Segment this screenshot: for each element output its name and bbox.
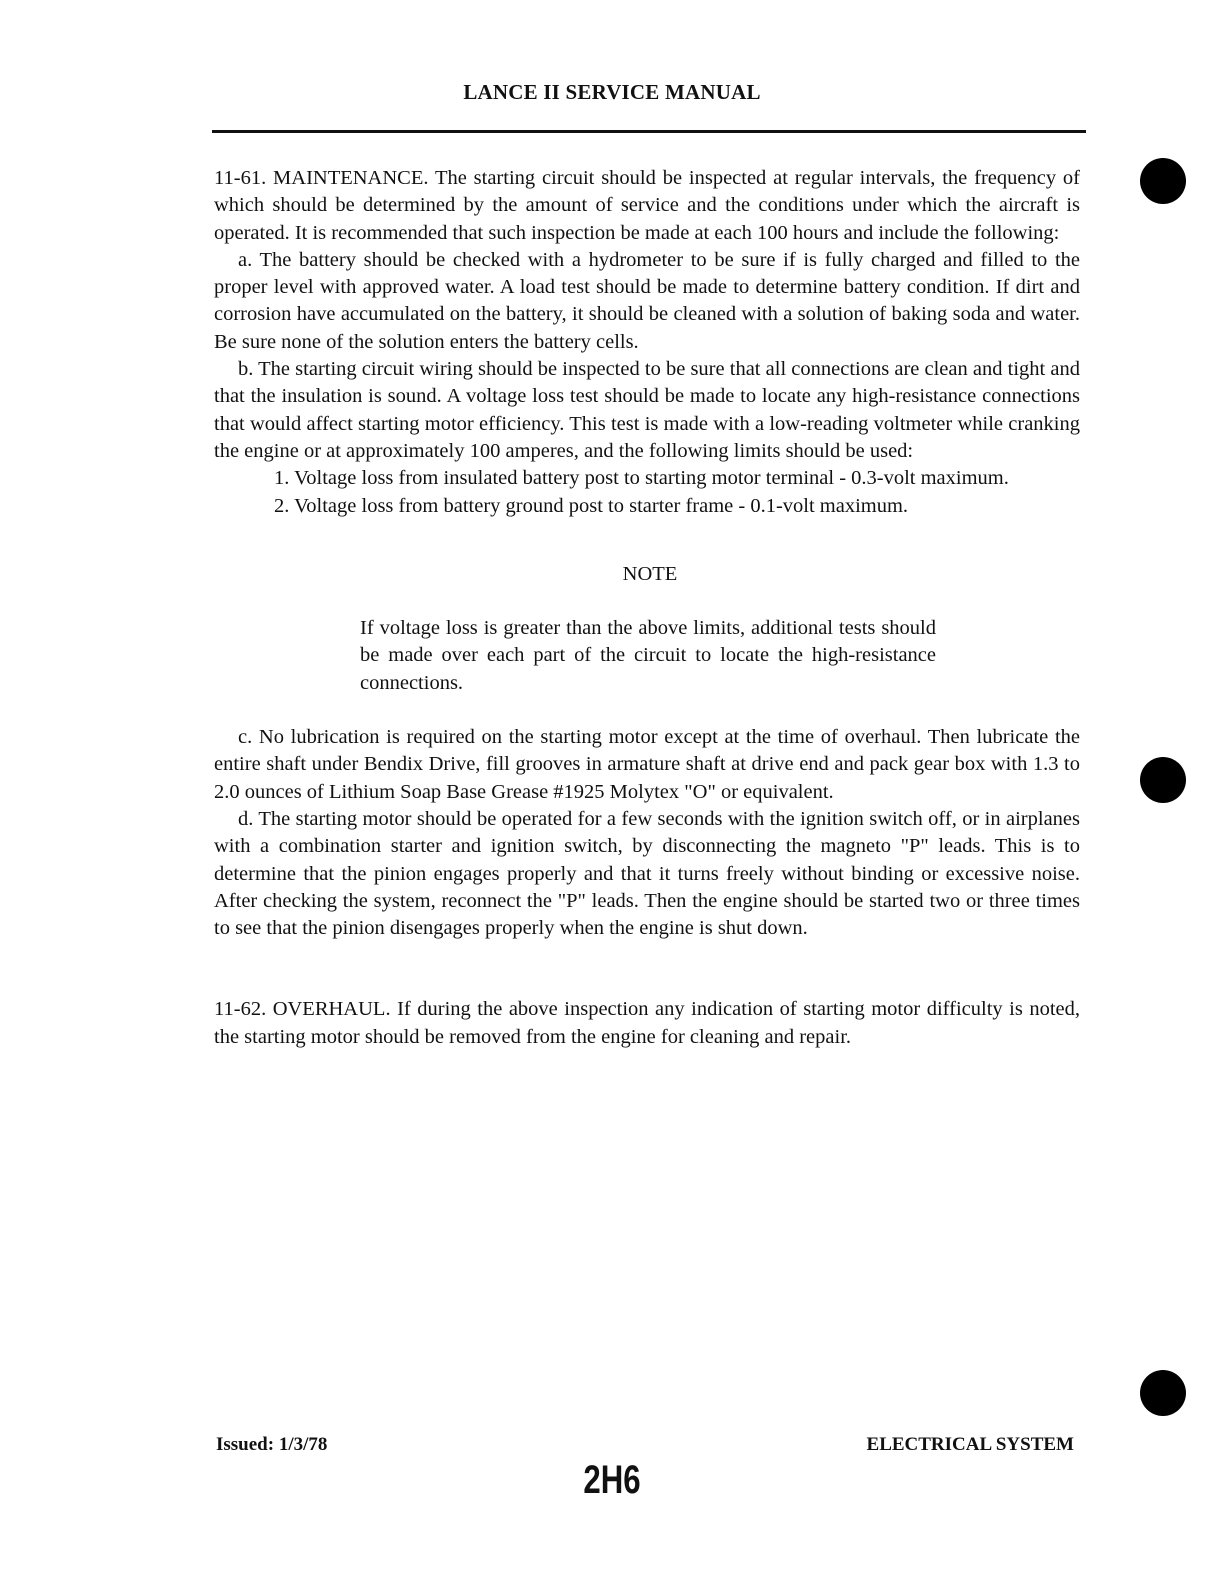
issued-date: Issued: 1/3/78 xyxy=(216,1434,328,1455)
item-a: a. The battery should be checked with a hydrometer to be sure if is fully charged and filled to the proper level with approved water. A load test should be made to determine battery condition. If dirt and corrosion have accumulated on the battery, it should be cleaned with a solution of baking soda and water. Be sure none of the solution enters the battery cells. xyxy=(214,248,1080,353)
note-text: If voltage loss is greater than the above limits, additional tests should be made over each part of the circuit to locate the high-resistance connections. xyxy=(360,617,936,694)
header-rule xyxy=(212,130,1086,133)
binder-hole-middle xyxy=(1140,757,1186,803)
section-name: ELECTRICAL SYSTEM xyxy=(866,1434,1074,1455)
item-b: b. The starting circuit wiring should be inspected to be sure that all connections are clean and tight and that the insulation is sound. A voltage loss test should be made to locate any high-resistance connections that would affect starting motor efficiency. This test is made with a low-reading voltmeter while cranking the engine or at approximately 100 amperes, and the following limits should be used: xyxy=(214,358,1080,462)
item-d: d. The starting motor should be operated for a few seconds with the ignition switch off, or in airplanes with a combination starter and ignition switch, by disconnecting the magneto "P" leads. This is to determine that the pinion engages properly and that it turns freely without binding or excessive noise. After checking the system, reconnect the "P" leads. Then the engine should be started two or three times to see that the pinion disengages properly when the engine is shut down. xyxy=(214,807,1080,940)
maintenance-intro: 11-61. MAINTENANCE. The starting circuit should be inspected at regular intervals, the frequency of which should be determined by the amount of service and the conditions under which the aircraft is operated. It is recommended that such inspection be made at each 100 hours and include the following: xyxy=(214,167,1080,244)
page-code: 2H6 xyxy=(583,1458,641,1502)
item-b2: 2. Voltage loss from battery ground post to starter frame - 0.1-volt maximum. xyxy=(274,494,909,517)
overhaul-paragraph: 11-62. OVERHAUL. If during the above inspection any indication of starting motor difficulty is noted, the starting motor should be removed from the engine for cleaning and repair. xyxy=(214,998,1080,1048)
item-c: c. No lubrication is required on the starting motor except at the time of overhaul. Then lubricate the entire shaft under Bendix Drive, fill grooves in armature shaft at drive end and pack gear box with 1.3 to 2.0 ounces of Lithium Soap Base Grease #1925 Molytex "O" or equivalent. xyxy=(214,726,1080,803)
page-header: LANCE II SERVICE MANUAL xyxy=(463,80,761,104)
binder-hole-top xyxy=(1140,158,1186,204)
section-gap xyxy=(214,942,1080,996)
body-text xyxy=(214,165,1080,1051)
item-b1: 1. Voltage loss from insulated battery post to starting motor terminal - 0.3-volt maximum. xyxy=(274,467,1009,490)
binder-hole-bottom xyxy=(1140,1370,1186,1416)
note-title: NOTE xyxy=(622,562,678,585)
